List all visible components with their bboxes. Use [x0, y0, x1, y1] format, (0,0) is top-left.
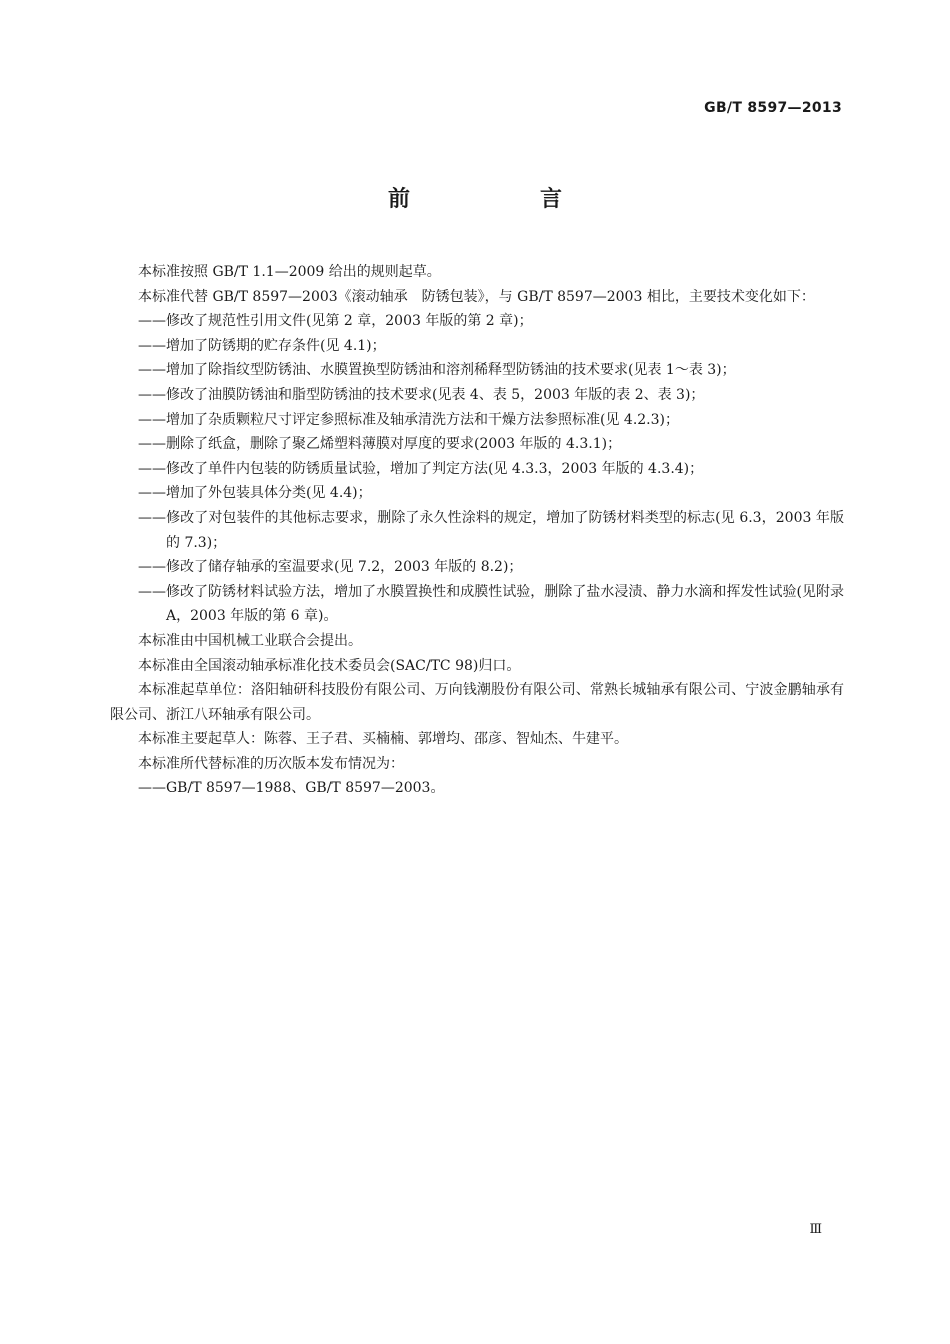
outro-paragraph: 本标准由中国机械工业联合会提出。 — [138, 632, 362, 649]
change-item: ——修改了规范性引用文件(见第 2 章，2003 年版的第 2 章)； — [138, 313, 533, 330]
intro-paragraph: 本标准代替 GB/T 8597—2003《滚动轴承 防锈包装》，与 GB/T 8597—2003 相比，主要技术变化如下： — [138, 288, 815, 305]
outro-paragraph: 本标准起草单位：洛阳轴研科技股份有限公司、万向钱潮股份有限公司、常熟长城轴承有限公司、宁波金鹏轴承有限公司、浙江八环轴承有限公司。 — [110, 682, 844, 723]
intro-paragraph: 本标准按照 GB/T 1.1—2009 给出的规则起草。 — [138, 264, 441, 280]
change-item: ——增加了外包装具体分类(见 4.4)； — [138, 485, 372, 502]
outro-paragraph: 本标准主要起草人：陈蓉、王子君、买楠楠、郭增均、邵彦、智灿杰、牛建平。 — [138, 731, 628, 748]
change-item: ——修改了对包装件的其他标志要求，删除了永久性涂料的规定，增加了防锈材料类型的标志(见 6.3，2003 年版的 7.3)； — [138, 509, 844, 551]
change-item: ——修改了单件内包装的防锈质量试验，增加了判定方法(见 4.3.3，2003 年版的 4.3.4)； — [138, 460, 704, 477]
change-item: ——增加了防锈期的贮存条件(见 4.1)； — [138, 337, 386, 354]
outro-paragraph: 本标准由全国滚动轴承标准化技术委员会(SAC/TC 98)归口。 — [138, 657, 521, 674]
change-item: ——修改了油膜防锈油和脂型防锈油的技术要求(见表 4、表 5，2003 年版的表 2、表 3)； — [138, 386, 705, 403]
page-title: 前 言 — [387, 187, 616, 212]
change-item: ——增加了除指纹型防锈油、水膜置换型防锈油和溶剂稀释型防锈油的技术要求(见表 1～表 3)； — [138, 362, 736, 379]
history-item: ——GB/T 8597—1988、GB/T 8597—2003。 — [138, 780, 445, 797]
document-body — [110, 260, 844, 801]
change-item: ——修改了防锈材料试验方法，增加了水膜置换性和成膜性试验，删除了盐水浸渍、静力水滴和挥发性试验(见附录 A，2003 年版的第 6 章)。 — [138, 583, 844, 625]
change-item: ——修改了储存轴承的室温要求(见 7.2，2003 年版的 8.2)； — [138, 559, 523, 576]
standard-code-header: GB/T 8597—2013 — [704, 100, 842, 116]
page-number: Ⅲ — [809, 1222, 822, 1237]
change-item: ——删除了纸盒，删除了聚乙烯塑料薄膜对厚度的要求(2003 年版的 4.3.1)； — [138, 436, 622, 453]
change-item: ——增加了杂质颗粒尺寸评定参照标准及轴承清洗方法和干燥方法参照标准(见 4.2.3)； — [138, 411, 679, 428]
outro-paragraph: 本标准所代替标准的历次版本发布情况为： — [138, 755, 404, 772]
